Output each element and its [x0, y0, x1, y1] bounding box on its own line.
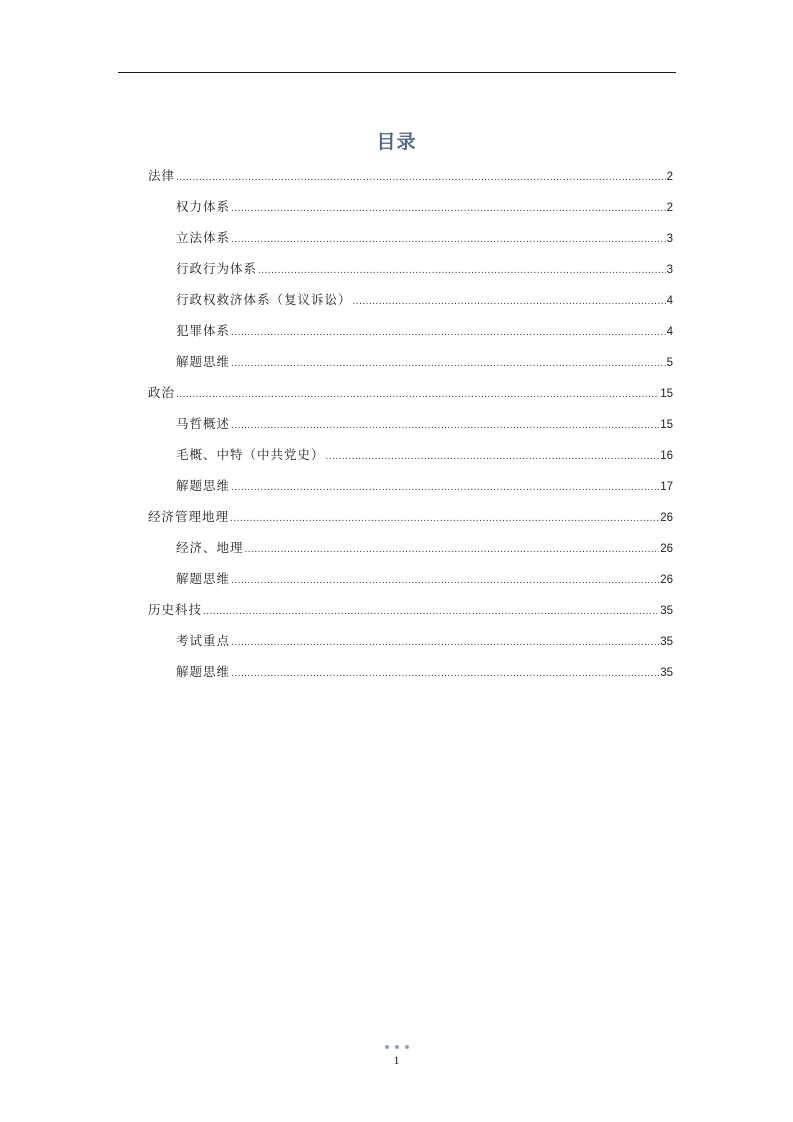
dot-leader: [231, 199, 666, 219]
toc-entry-marxist-philosophy[interactable]: [148, 414, 673, 445]
toc-entry-page: 35: [660, 636, 673, 648]
toc-entry-page: 15: [660, 419, 673, 431]
toc-entry-label: 犯罪体系: [176, 323, 231, 338]
dot-icon: [385, 1045, 389, 1049]
dot-leader: [176, 168, 666, 188]
toc-entry-problem-solving-law[interactable]: [148, 352, 673, 383]
toc-entry-problem-solving-politics[interactable]: [148, 476, 673, 507]
toc-entry-page: 4: [666, 295, 673, 307]
toc-entry-label: 马哲概述: [176, 416, 231, 431]
dot-leader: [353, 292, 666, 312]
toc-entry-page: 26: [660, 543, 673, 555]
toc-entry-label: 解题思维: [176, 354, 231, 369]
dot-leader: [231, 478, 659, 498]
toc-entry-label: 立法体系: [176, 230, 231, 245]
toc-entry-page: 3: [666, 264, 673, 276]
toc-entry-page: 4: [666, 326, 673, 338]
dot-leader: [231, 323, 666, 343]
footer-ornament-icon: [0, 1045, 793, 1051]
toc-entry-label: 经济、地理: [176, 540, 244, 555]
toc-entry-law[interactable]: [148, 166, 673, 197]
toc-entry-politics[interactable]: [148, 383, 673, 414]
dot-leader: [245, 540, 660, 560]
toc-entry-problem-solving-economics[interactable]: [148, 569, 673, 600]
dot-icon: [395, 1045, 399, 1049]
toc-entry-page: 5: [666, 357, 673, 369]
toc-entry-page: 35: [660, 605, 673, 617]
toc-entry-history-technology[interactable]: [148, 600, 673, 631]
toc-entry-label: 行政行为体系: [176, 261, 258, 276]
table-of-contents: [148, 166, 673, 693]
toc-entry-page: 26: [660, 574, 673, 586]
dot-leader: [176, 385, 659, 405]
toc-title: 目录: [376, 131, 417, 153]
header-rule: [118, 72, 676, 73]
dot-leader: [203, 602, 659, 622]
toc-entry-page: 16: [660, 450, 673, 462]
toc-entry-label: 毛概、中特（中共党史）: [176, 447, 325, 462]
toc-entry-label: 行政权救济体系（复议诉讼）: [176, 292, 352, 307]
dot-leader: [231, 416, 659, 436]
toc-entry-economics-geography[interactable]: [148, 538, 673, 569]
toc-entry-label: 法律: [148, 168, 176, 183]
toc-entry-exam-key-points[interactable]: [148, 631, 673, 662]
page-number: 1: [393, 1053, 400, 1067]
toc-entry-page: 2: [666, 202, 673, 214]
toc-entry-page: 26: [660, 512, 673, 524]
toc-entry-administrative-remedy-system[interactable]: [148, 290, 673, 321]
toc-entry-problem-solving-history[interactable]: [148, 662, 673, 693]
toc-entry-label: 解题思维: [176, 478, 231, 493]
toc-entry-economics-management-geography[interactable]: [148, 507, 673, 538]
dot-leader: [258, 261, 666, 281]
dot-leader: [231, 230, 666, 250]
toc-entry-label: 经济管理地理: [148, 509, 230, 524]
dot-leader: [230, 509, 659, 529]
dot-leader: [231, 633, 659, 653]
toc-entry-label: 权力体系: [176, 199, 231, 214]
toc-entry-label: 历史科技: [148, 602, 203, 617]
toc-entry-legislation-system[interactable]: [148, 228, 673, 259]
toc-entry-page: 15: [660, 388, 673, 400]
dot-leader: [231, 354, 666, 374]
toc-entry-administrative-act-system[interactable]: [148, 259, 673, 290]
toc-entry-page: 35: [660, 667, 673, 679]
toc-entry-mao-thought-party-history[interactable]: [148, 445, 673, 476]
toc-entry-label: 解题思维: [176, 571, 231, 586]
toc-entry-label: 政治: [148, 385, 176, 400]
toc-entry-power-system[interactable]: [148, 197, 673, 228]
dot-icon: [405, 1045, 409, 1049]
dot-leader: [231, 571, 659, 591]
dot-leader: [231, 664, 659, 684]
toc-entry-page: 2: [666, 171, 673, 183]
toc-entry-crime-system[interactable]: [148, 321, 673, 352]
toc-entry-label: 考试重点: [176, 633, 231, 648]
page-footer: [0, 1045, 793, 1068]
toc-entry-page: 17: [660, 481, 673, 493]
dot-leader: [326, 447, 660, 467]
toc-entry-page: 3: [666, 233, 673, 245]
toc-entry-label: 解题思维: [176, 664, 231, 679]
